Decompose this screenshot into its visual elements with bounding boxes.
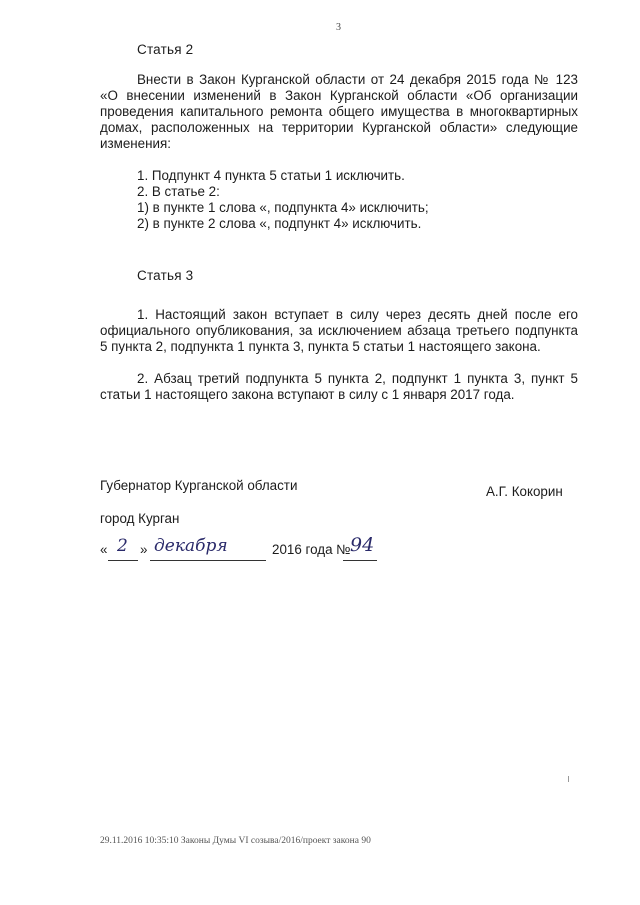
date-line	[100, 534, 520, 570]
article-2-intro: Внести в Закон Курганской области от 24 декабря 2015 года № 123 «О внесении изменений в Закон Курганской области «Об организации проведения капитального ремонта общего имущества в многоквартирных домах, расположенных на территории Курганской области» следующие изменения:	[100, 72, 578, 151]
date-close-quote: »	[140, 542, 148, 557]
signatory-position: Губернатор Курганской области	[100, 478, 298, 493]
signatory-name: А.Г. Кокорин	[486, 484, 563, 499]
date-open-quote: «	[100, 542, 108, 557]
date-year-text: 2016 года №	[272, 542, 351, 557]
scan-mark	[568, 776, 569, 782]
article-2-item: 2. В статье 2:	[137, 184, 220, 199]
article-2-item: 2) в пункте 2 слова «, подпункт 4» исключить.	[137, 216, 422, 231]
date-day-handwritten: 2	[117, 536, 128, 556]
article-2-item: 1) в пункте 1 слова «, подпункта 4» исключить;	[137, 200, 429, 215]
number-underline	[343, 560, 377, 561]
article-3-heading: Статья 3	[137, 268, 194, 283]
article-3-paragraph-2: 2. Абзац третий подпункта 5 пункта 2, подпункт 1 пункта 3, пункт 5 статьи 1 настоящего закона вступают в силу с 1 января 2017 года.	[100, 371, 578, 402]
page-number: 3	[336, 22, 341, 33]
month-underline	[150, 560, 266, 561]
day-underline	[108, 560, 138, 561]
article-2-item: 1. Подпункт 4 пункта 5 статьи 1 исключить.	[137, 168, 405, 183]
city-line: город Курган	[100, 511, 180, 526]
date-month-handwritten: декабря	[154, 536, 228, 556]
footer-stamp: 29.11.2016 10:35:10 Законы Думы VI созыва/2016/проект закона 90	[100, 836, 371, 846]
article-2-heading: Статья 2	[137, 42, 194, 57]
document-number-handwritten: 94	[350, 534, 375, 556]
article-3-paragraph-1: 1. Настоящий закон вступает в силу через десять дней после его официального опубликования, за исключением абзаца третьего подпункта 5 пункта 2, подпункта 1 пункта 3, пункта 5 статьи 1 настоящего закона.	[100, 307, 578, 354]
